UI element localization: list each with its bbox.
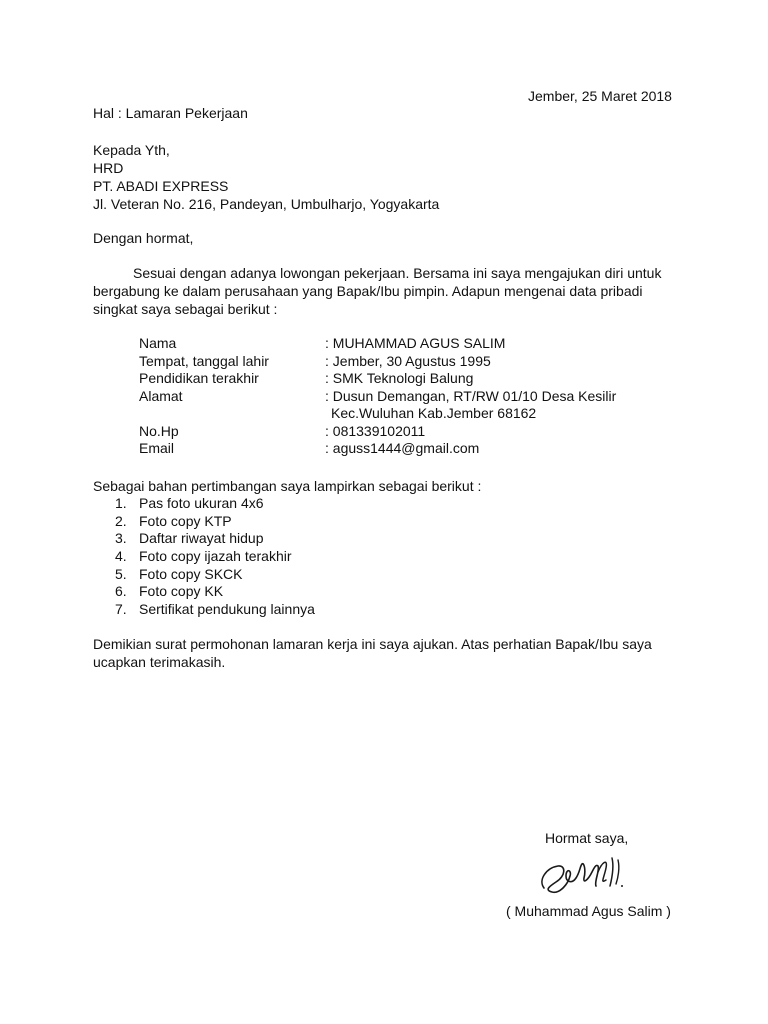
signature-image — [536, 850, 636, 900]
data-value: : SMK Teknologi Balung — [325, 370, 474, 386]
list-item — [93, 529, 493, 547]
attachments-intro: Sebagai bahan pertimbangan saya lampirkan sebagai berikut : — [93, 478, 482, 494]
list-number: 4. — [115, 548, 127, 565]
data-value: : 081339102011 — [325, 422, 426, 439]
list-item — [93, 512, 493, 530]
attachments-list — [93, 494, 493, 618]
list-number: 7. — [115, 601, 127, 618]
list-item — [93, 494, 493, 512]
list-number: 5. — [115, 565, 127, 582]
letter-subject: Hal : Lamaran Pekerjaan — [93, 105, 248, 121]
personal-data-table — [139, 334, 659, 457]
list-item — [93, 547, 493, 565]
recipient-block — [93, 141, 439, 213]
recipient-line: PT. ABADI EXPRESS — [93, 178, 229, 194]
list-text: Foto copy SKCK — [139, 565, 243, 582]
recipient-line: HRD — [93, 160, 124, 176]
paragraph-line: Sesuai dengan adanya lowongan pekerjaan. Bersama ini saya mengajukan diri untuk — [133, 265, 662, 281]
list-text: Pas foto ukuran 4x6 — [139, 495, 264, 511]
paragraph-line: Demikian surat permohonan lamaran kerja ini saya ajukan. Atas perhatian Bapak/Ibu saya — [93, 636, 652, 652]
list-number: 1. — [115, 495, 127, 511]
paragraph-line: bergabung ke dalam perusahaan yang Bapak/Ibu pimpin. Adapun mengenai data pribadi — [93, 283, 643, 299]
data-value: : aguss1444@gmail.com — [325, 440, 480, 456]
list-number: 2. — [115, 512, 127, 529]
data-row — [139, 387, 659, 405]
paragraph-line: singkat saya sebagai berikut : — [93, 301, 278, 317]
data-value: : Dusun Demangan, RT/RW 01/10 Desa Kesilir — [325, 387, 617, 404]
data-row — [139, 369, 659, 387]
data-value: : MUHAMMAD AGUS SALIM — [325, 335, 506, 351]
greeting: Dengan hormat, — [93, 230, 194, 246]
list-item — [93, 600, 493, 618]
list-item — [93, 582, 493, 600]
data-label: Tempat, tanggal lahir — [139, 352, 269, 369]
recipient-line: Kepada Yth, — [93, 142, 170, 158]
data-value: : Jember, 30 Agustus 1995 — [325, 352, 491, 369]
list-text: Daftar riwayat hidup — [139, 530, 264, 547]
data-row — [139, 404, 659, 422]
data-label: Alamat — [139, 387, 183, 404]
data-label: Nama — [139, 335, 177, 351]
recipient-line: Jl. Veteran No. 216, Pandeyan, Umbulharjo, Yogyakarta — [93, 196, 440, 212]
data-row — [139, 334, 659, 352]
list-text: Foto copy ijazah terakhir — [139, 548, 292, 565]
list-item — [93, 565, 493, 583]
signer-name: ( Muhammad Agus Salim ) — [506, 903, 671, 919]
data-row — [139, 352, 659, 370]
data-label: No.Hp — [139, 422, 179, 439]
list-number: 3. — [115, 530, 127, 547]
list-text: Foto copy KK — [139, 583, 224, 600]
data-label: Pendidikan terakhir — [139, 370, 259, 386]
list-text: Foto copy KTP — [139, 512, 232, 529]
data-label: Email — [139, 440, 175, 456]
closing-paragraph — [93, 635, 683, 671]
data-row — [139, 439, 659, 457]
letter-date: Jember, 25 Maret 2018 — [528, 88, 672, 104]
data-row — [139, 422, 659, 440]
regards: Hormat saya, — [545, 830, 629, 846]
opening-paragraph — [93, 264, 683, 318]
paragraph-line: ucapkan terimakasih. — [93, 654, 226, 670]
data-value: Kec.Wuluhan Kab.Jember 68162 — [331, 405, 537, 421]
list-number: 6. — [115, 583, 127, 600]
list-text: Sertifikat pendukung lainnya — [139, 601, 315, 618]
